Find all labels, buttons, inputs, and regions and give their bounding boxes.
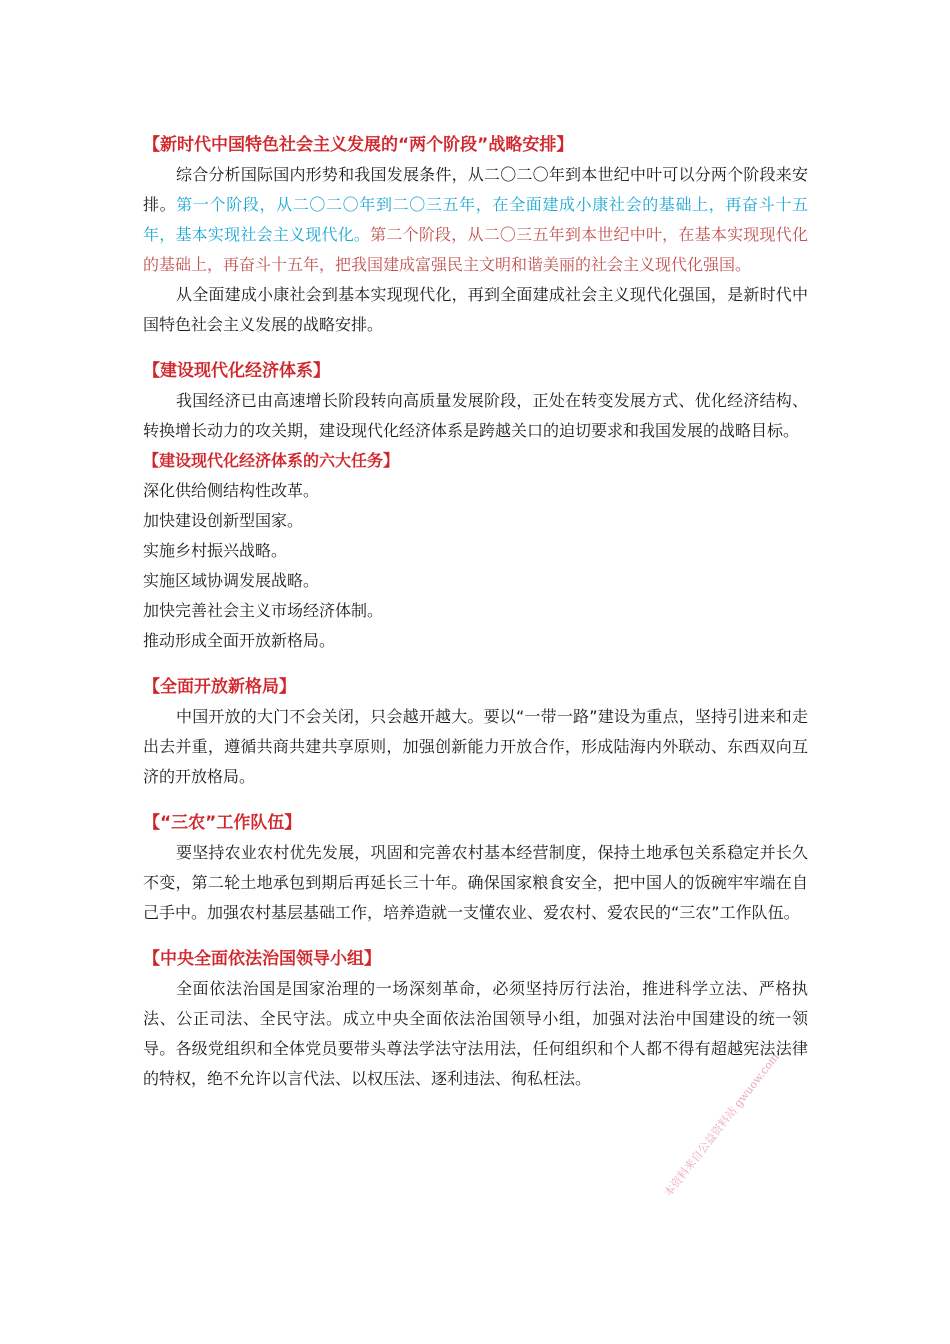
text-highlight-blue: 第一个阶段，从二〇二〇年到二〇三五年，在全面建成小康社会的基础上，再奋斗十五年，基本实现社会主义现代化。: [143, 195, 808, 244]
section-heading: 【全面开放新格局】: [143, 677, 296, 697]
paragraph: 全面依法治国是国家治理的一场深刻革命，必须坚持厉行法治，推进科学立法、严格执法、公正司法、全民守法。成立中央全面依法治国领导小组，加强对法治中国建设的统一领导。各级党组织和全体党员要带头尊法学法守法用法，任何组织和个人都不得有超越宪法法律的特权，绝不允许以言代法、以权压法、逐利违法、徇私枉法。: [143, 979, 808, 1088]
list-item: 推动形成全面开放新格局。: [143, 631, 336, 650]
list-item: 实施乡村振兴战略。: [143, 541, 288, 560]
paragraph: 我国经济已由高速增长阶段转向高质量发展阶段，正处在转变发展方式、优化经济结构、转换增长动力的攻关期，建设现代化经济体系是跨越关口的迫切要求和我国发展的战略目标。: [143, 391, 808, 440]
list-item: 实施区域协调发展战略。: [143, 571, 320, 590]
section-heading: 【“三农”工作队伍】: [143, 813, 302, 833]
paragraph: 要坚持农业农村优先发展，巩固和完善农村基本经营制度，保持土地承包关系稳定并长久不变，第二轮土地承包到期后再延长三十年。确保国家粮食安全，把中国人的饭碗牢牢端在自己手中。加强农村基层基础工作，培养造就一支懂农业、爱农村、爱农民的“三农”工作队伍。: [143, 843, 808, 922]
paragraph: 中国开放的大门不会关闭，只会越开越大。要以“一带一路”建设为重点，坚持引进来和走出去并重，遵循共商共建共享原则，加强创新能力开放合作，形成陆海内外联动、东西双向互济的开放格局。: [143, 707, 808, 786]
list-item: 深化供给侧结构性改革。: [143, 481, 320, 500]
section-heading: 【建设现代化经济体系】: [143, 361, 330, 381]
watermark: 本资料来自公益资料站 gwuow.com: [661, 1050, 782, 1200]
sub-heading: 【建设现代化经济体系的六大任务】: [143, 451, 400, 470]
paragraph: [143, 160, 808, 280]
text-black: 综合分析国际国内形势和我国发展条件，从二〇二〇年到本世纪中叶可以分两个阶段来安排。: [143, 165, 808, 214]
list-item: 加快完善社会主义市场经济体制。: [143, 601, 384, 620]
list-item: 加快建设创新型国家。: [143, 511, 304, 530]
section-heading: 【新时代中国特色社会主义发展的“两个阶段”战略安排】: [143, 135, 574, 155]
document-page: [143, 130, 808, 1094]
text-highlight-red: 第二个阶段，从二〇三五年到本世纪中叶，在基本实现现代化的基础上，再奋斗十五年，把我国建成富强民主文明和谐美丽的社会主义现代化强国。: [143, 225, 808, 274]
paragraph: 从全面建成小康社会到基本实现现代化，再到全面建成社会主义现代化强国，是新时代中国特色社会主义发展的战略安排。: [143, 285, 808, 334]
section-heading: 【中央全面依法治国领导小组】: [143, 949, 381, 969]
